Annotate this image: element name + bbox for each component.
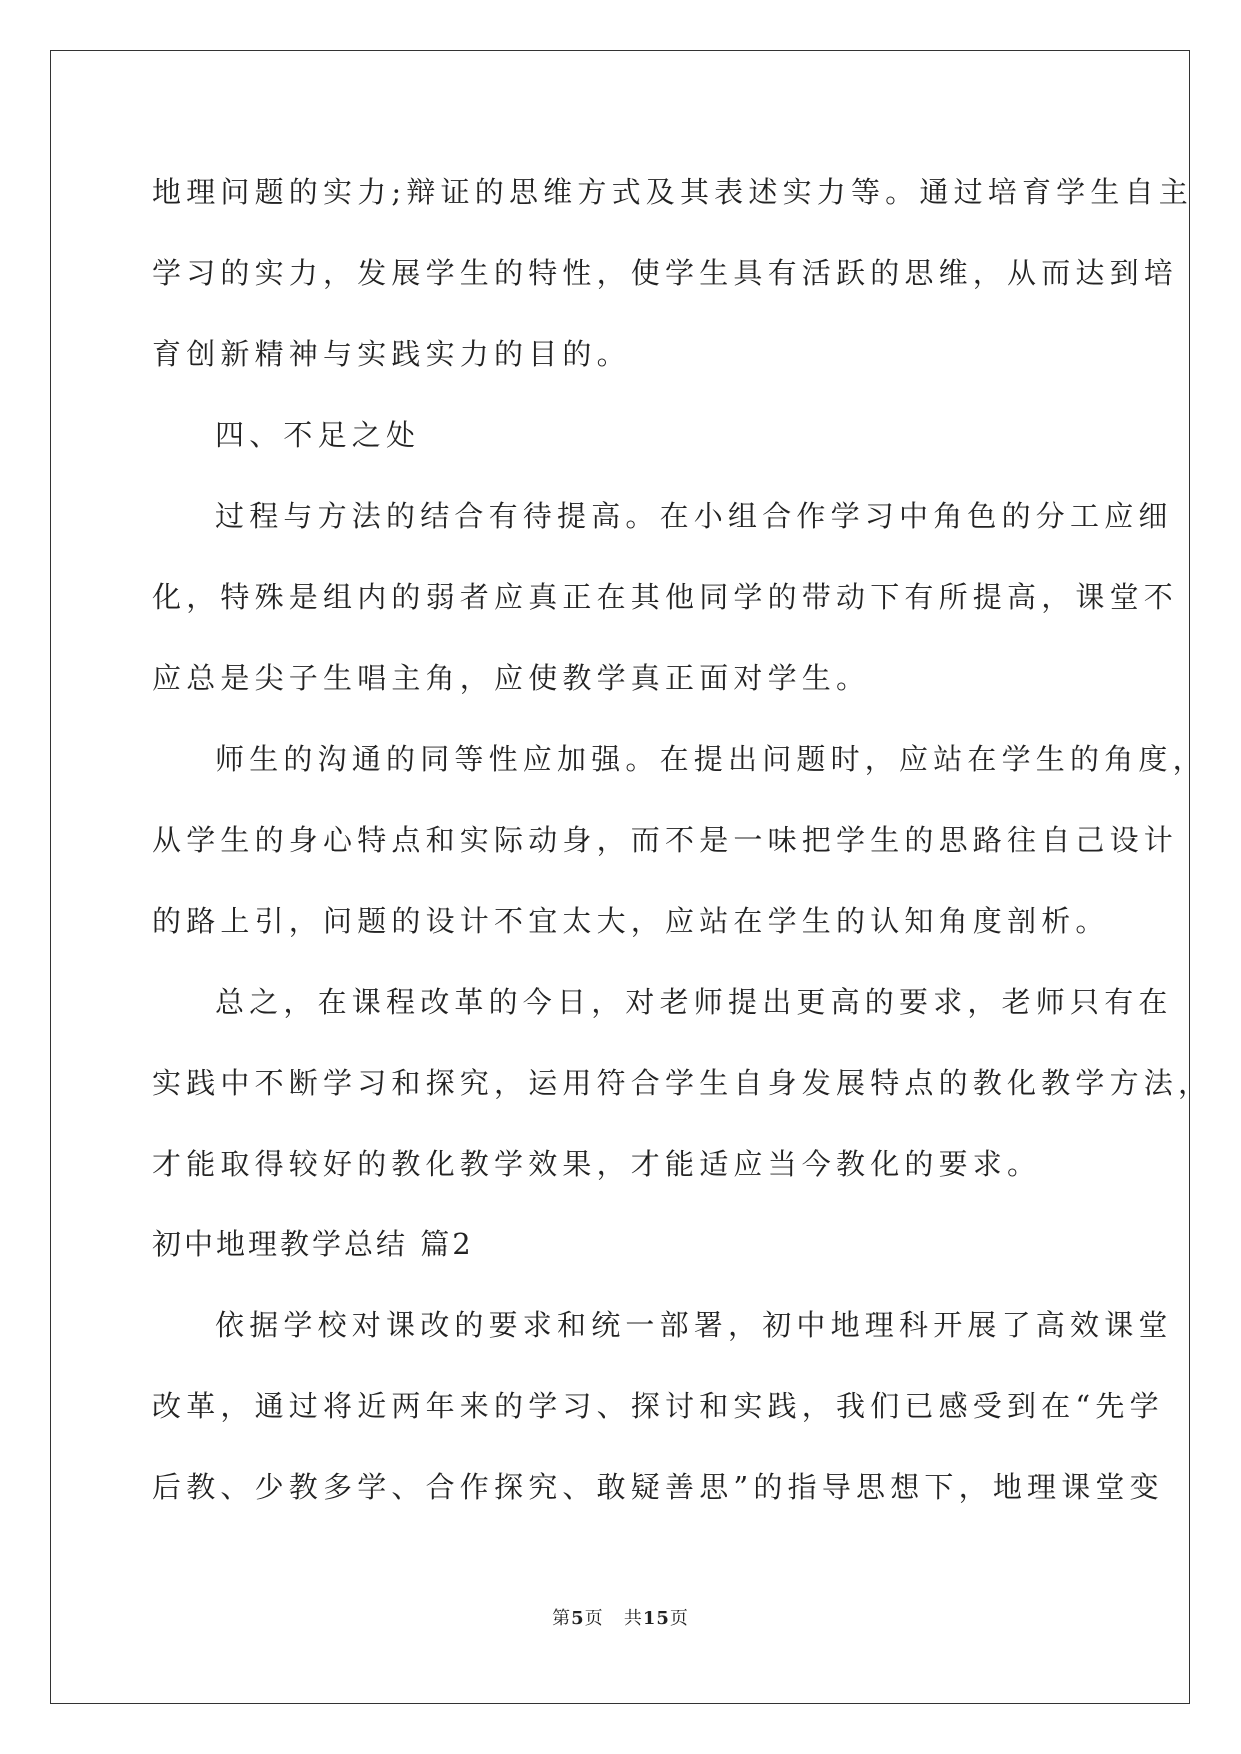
body-line: 化，特殊是组内的弱者应真正在其他同学的带动下有所提高，课堂不 [152, 580, 1179, 614]
total-pages-number: 15 [642, 1608, 670, 1629]
body-line: 学习的实力，发展学生的特性，使学生具有活跃的思维，从而达到培 [152, 256, 1179, 290]
body-line: 地理问题的实力;辩证的思维方式及其表述实力等。通过培育学生自主 [152, 175, 1193, 209]
page-border [50, 50, 1190, 1704]
footer-page-word: 页 [584, 1608, 604, 1629]
body-line: 才能取得较好的教化教学效果，才能适应当今教化的要求。 [152, 1147, 1042, 1181]
body-line: 应总是尖子生唱主角，应使教学真正面对学生。 [152, 661, 871, 695]
paragraph-first-line: 师生的沟通的同等性应加强。在提出问题时，应站在学生的角度， [215, 742, 1207, 776]
article-title: 初中地理教学总结 篇2 [152, 1227, 474, 1261]
body-line: 的路上引，问题的设计不宜太大，应站在学生的认知角度剖析。 [152, 904, 1110, 938]
body-line: 实践中不断学习和探究，运用符合学生自身发展特点的教化教学方法， [152, 1066, 1213, 1100]
body-line: 后教、少教多学、合作探究、敢疑善思”的指导思想下，地理课堂变 [152, 1470, 1164, 1504]
section-heading: 四、不足之处 [215, 418, 421, 452]
footer-total-suffix: 页 [669, 1608, 689, 1629]
paragraph-first-line: 过程与方法的结合有待提高。在小组合作学习中角色的分工应细 [215, 499, 1173, 533]
footer-prefix: 第 [552, 1608, 572, 1629]
page-footer [0, 1604, 1241, 1630]
body-line: 改革，通过将近两年来的学习、探讨和实践，我们已感受到在“先学 [152, 1389, 1164, 1423]
current-page-number: 5 [571, 1608, 585, 1629]
paragraph-first-line: 总之，在课程改革的今日，对老师提出更高的要求，老师只有在 [215, 985, 1173, 1019]
body-line: 育创新精神与实践实力的目的。 [152, 337, 631, 371]
body-line: 从学生的身心特点和实际动身，而不是一味把学生的思路往自己设计 [152, 823, 1179, 857]
footer-total-prefix: 共 [623, 1608, 643, 1629]
paragraph-first-line: 依据学校对课改的要求和统一部署，初中地理科开展了高效课堂 [215, 1308, 1173, 1342]
